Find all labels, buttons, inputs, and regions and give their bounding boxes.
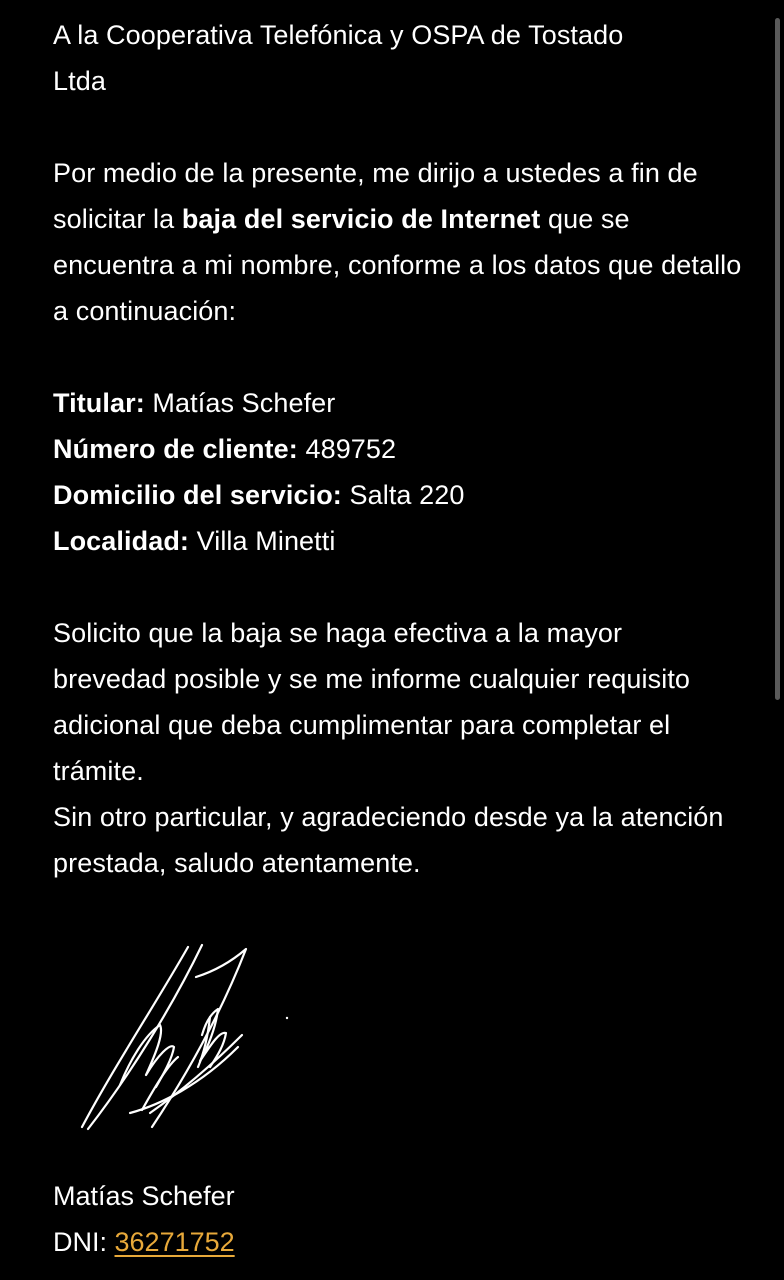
field-value: Matías Schefer (144, 388, 336, 418)
dni-number-link[interactable]: 36271752 (114, 1227, 235, 1257)
intro-text-after: que se encuentra a mi nombre, conforme a los datos que detallo a continuación: (53, 204, 742, 326)
field-locality (53, 518, 743, 564)
signer-block (53, 1173, 235, 1265)
field-label: Titular: (53, 388, 145, 418)
handwritten-signature (60, 935, 320, 1145)
service-details (53, 380, 743, 564)
field-label: Domicilio del servicio: (53, 480, 342, 510)
field-service-address (53, 472, 743, 518)
closing-paragraph: Sin otro particular, y agradeciendo desde ya la atención prestada, saludo atentamente. (53, 802, 724, 878)
field-label: Localidad: (53, 526, 190, 556)
recipient-line-2: Ltda (53, 66, 106, 96)
signer-name: Matías Schefer (53, 1181, 235, 1211)
intro-paragraph (53, 150, 743, 334)
field-titular (53, 380, 743, 426)
field-client-number (53, 426, 743, 472)
recipient-line-1: A la Cooperativa Telefónica y OSPA de Tostado (53, 20, 624, 50)
letter-body (53, 12, 743, 886)
field-value: 489752 (297, 434, 397, 464)
intro-text-before: Por medio de la presente, me dirijo a ustedes a fin de solicitar la (53, 158, 698, 234)
vertical-scrollbar[interactable] (775, 18, 780, 700)
field-value: Villa Minetti (189, 526, 336, 556)
recipient (53, 12, 743, 104)
request-paragraph: Solicito que la baja se haga efectiva a la mayor brevedad posible y se me informe cualquier requisito adicional que deba cumplimentar para completar el trámite. (53, 618, 691, 786)
signer-dni (53, 1219, 235, 1265)
field-label: Número de cliente: (53, 434, 298, 464)
field-value: Salta 220 (341, 480, 465, 510)
intro-text-bold: baja del servicio de Internet (181, 204, 541, 234)
dni-label: DNI: (53, 1227, 115, 1257)
